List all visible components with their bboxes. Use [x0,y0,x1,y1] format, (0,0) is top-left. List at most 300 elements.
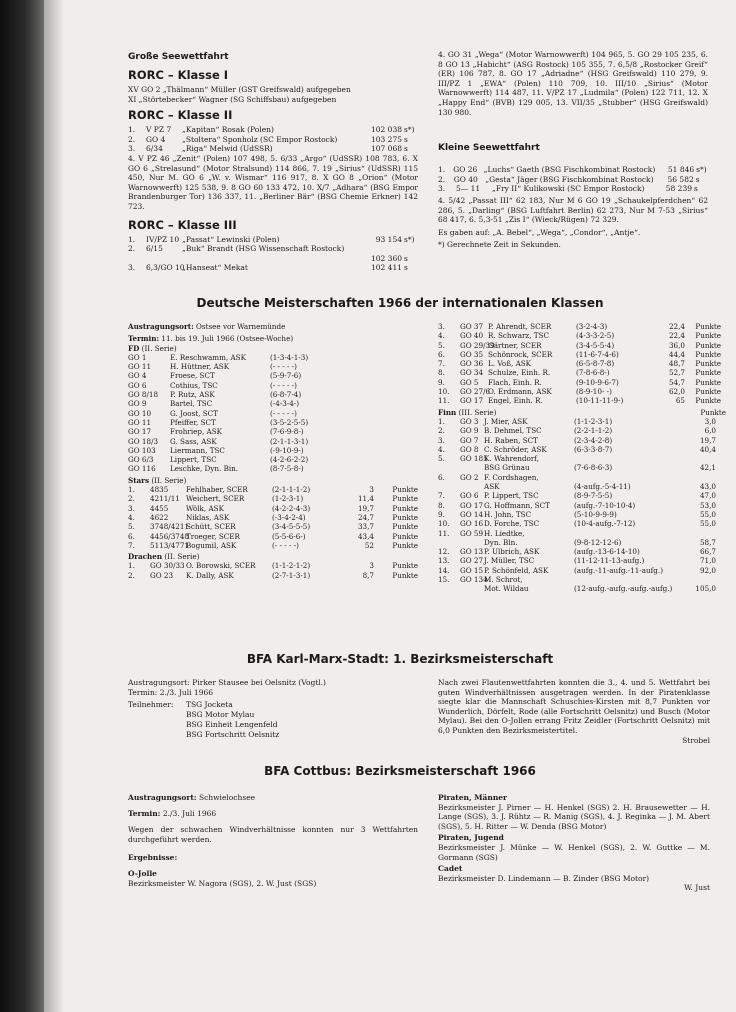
rank: 11. [438,528,450,538]
sail-number: GO 15 [460,565,484,575]
sail-number: GO 17 [460,396,484,406]
cottbus-ojolle-text: Bezirksmeister W. Nagora (SGS), 2. W. Just (SGS) [128,879,317,888]
seewett-right-paragraph: 4. GO 31 „Wega“ (Motor Warnowwerft) 104 965, 5. GO 29 105 235, 6. 8 GO 13 „Habicht“ (ASG Rostock) 105 355, 7. 6,5/8 „Rostocker Greif“ (ER) 106 787, 8. GO 17 „Adriadne“ (HSG Greifswald) 110 279, 9. III/PZ 1 „EWA“ (Polen) 110 709, 10. III/10 „Sirius“ (Motor Warnowwerft) 114 487, 11. V/PZ 17 „Ludmila“ (Polen) 122 711, 12. X „Happy End“ (BVB) 129 005, 13. VII/35 „Stubber“ (HSG Greifswald) 130 980. [438,50,708,117]
sailor-name: BSG Grünau [484,463,530,473]
points-unit: Punkte [392,570,418,580]
sail-number: GO 14 [460,509,484,519]
dm-title: Deutsche Meisterschaften 1966 der internationalen Klassen [196,296,604,310]
race-placings: (2-2-1-1-2) [574,426,613,436]
sail-number: GO 5 [460,377,479,387]
rank: 4. [438,331,445,341]
race-placings: (12-aufg.-aufg.-aufg.-aufg.) [574,584,673,594]
cottbus-ort: Schwielochsee [198,793,256,802]
cottbus-cadet: Cadet [438,864,463,874]
rank: 9. [438,509,445,519]
sailor-name: Leschke, Dyn. Bin. [170,464,239,474]
finn-table [438,417,726,594]
result-value: 102 360 [370,253,402,263]
race-placings: (8-9-10- -) [576,387,612,397]
result-unit: s [695,174,700,184]
sail-number: GO 9 [128,399,147,409]
rank: 10. [438,519,450,529]
sail-number: GO 18/3 [128,436,159,446]
boat-entry [182,254,356,264]
fd-serie: (II. Serie) [141,343,177,353]
table-row [438,556,726,565]
race-placings: (3-2-4-3) [576,322,608,331]
sailor-name: H. Raben, SCT [484,435,538,445]
sailor-name: Gärtner, SCER [488,340,542,350]
sail-number: GO 116 [128,464,156,474]
sailor-name: Fehlhaber, SCER [186,485,248,495]
sailor-name: Cothius, TSC [170,380,218,390]
race-placings: (6-3-3-8-7) [574,444,613,454]
points-unit: Punkte [392,531,418,541]
sail-number: GO 26 [453,165,478,175]
points-value: 3 [369,561,374,571]
sail-number: GO 134 [460,575,488,585]
race-placings [574,575,686,584]
rank: 7. [438,359,445,369]
sail-number: GO 6 [460,491,479,501]
fd-heading: FD [128,343,140,353]
table-row [438,566,726,575]
table-row [128,541,424,550]
sailor-name: Weichert, SCER [186,494,245,504]
sailor-name: P. Ahrendt, SCER [488,322,552,331]
points-unit: Punkte [695,349,721,359]
table-row [438,165,708,175]
rank [438,482,460,491]
sailor-name: Liermann, TSC [170,445,225,455]
sail-number: GO 13 [460,547,484,557]
sail-number: 5— 11 [456,184,481,194]
table-row [438,331,726,340]
table-row [438,547,726,556]
table-row [128,125,418,135]
sail-number: GO 40 [453,174,478,184]
race-placings: (7-6-9-8-) [270,427,304,437]
kleine-note: *) Gerechnete Zeit in Sekunden. [438,240,561,250]
sailor-name: Schulze, Einh. R. [488,368,551,378]
race-placings: (1-2-3-1) [272,494,304,504]
sailor-name: O. Borowski, SCER [186,561,256,571]
table-row [438,538,726,547]
result-value: 56 582 [667,174,694,184]
sailor-name: Dyn. Bln. [484,537,518,547]
points-value: 53,0 [699,500,716,510]
sail-number [460,463,484,472]
sail-number: GO 37 [460,322,484,331]
points-unit: Punkte [695,322,721,331]
result-unit: s [404,134,408,144]
table-row [128,446,424,455]
row-number: 3. [128,263,136,273]
points-unit: Punkte [392,512,418,522]
points-unit: Punkte [392,485,418,495]
points-value: 71,0 [699,556,716,566]
sail-number: 3748/4211 [150,522,190,532]
sail-number: GO 16 [460,519,484,529]
stars-heading: Stars [128,475,150,485]
kms-sign: Strobel [682,735,710,745]
table-row [128,353,424,362]
rank: 5. [438,340,445,350]
kms-termin: Termin: 2./3. Juli 1966 [128,688,214,697]
fd-left-table [128,353,424,474]
cottbus-pm-text: Bezirksmeister J. Pirner — H. Henkel (SGS) 2. H. Brausewetter — H. Lange (SGS), 3. J. Rühtz — R. Manig (SGS), 4. J. Reginka — J. M. Abert (SGS), 5. H. Ritter — W. Denda (BSG Motor) [438,802,710,831]
table-row [438,378,726,387]
sailor-name: Bartel, TSC [170,399,213,409]
sailor-name: G. Sass, ASK [170,436,217,446]
table-row [438,184,708,194]
result-unit: s [694,184,698,194]
sailor-name: P. Lippert, TSC [484,491,539,501]
race-placings: (-3-4-2-4) [272,512,306,522]
finn-heading: Finn [438,407,457,417]
sail-number: GO 34 [460,368,484,378]
points-value: 65 [675,396,685,406]
rank: 14. [438,565,450,575]
points-unit: Punkte [695,340,721,350]
sail-number: GO 30/33 [150,561,185,571]
points-unit: Punkte [695,387,721,397]
table-row [438,473,726,482]
sail-number: GO 59 [460,528,484,538]
points-value: 11,4 [357,494,374,504]
sail-number: GO 17 [460,500,484,510]
race-placings: (6-5-8-7-8) [576,359,615,369]
table-row [128,371,424,380]
rank: 7. [128,540,135,550]
points-value: 36,0 [668,340,685,350]
cottbus-ojolle: O-Jolle [128,869,157,878]
row-number: 3. [438,184,446,194]
cottbus-termin: 2./3. Juli 1966 [162,809,217,818]
race-placings: (7-6-8-6-3) [574,463,613,473]
sailor-name: G. Hoffmann, SCT [484,500,550,510]
cottbus-pj: Piraten, Jugend [438,833,504,843]
rank: 15. [438,575,450,585]
row-number: 2. [128,134,136,144]
rank: 8. [438,368,445,378]
table-row [128,571,424,580]
race-placings: (6-8-7-4) [270,390,302,400]
boat-entry: „Fry II“ Kulikowski (SC Empor Rostock) [492,184,645,194]
points-value: 66,7 [699,547,716,557]
table-row [128,263,418,273]
rank: 1. [438,416,445,426]
points-value: 55,0 [699,519,716,529]
kms-left [128,678,418,740]
points-value: 6,0 [704,426,716,436]
points-value: 43,0 [699,482,716,492]
points-unit: Punkte [392,540,418,550]
race-placings: (9-8-12-12-6) [574,537,622,547]
table-row [438,519,726,528]
points-value: 105,0 [695,584,716,594]
cottbus-left [128,793,418,889]
boat-entry: „Kapitan“ Rosak (Polen) [182,125,274,135]
boat-entry: „Gesta“ Jäger (BSG Fischkombinat Rostock) [485,174,654,184]
result-unit: s [404,253,408,263]
race-placings: (2-3-4-2-8) [574,435,613,445]
result-unit [402,244,418,254]
sail-number [460,482,484,491]
result-value: 51 846 [667,165,695,175]
sail-number: GO 23 [150,570,174,580]
race-placings: (- - - - -) [270,380,297,390]
points-value: 3,0 [704,416,716,426]
sailor-name: J. Müller, TSC [484,556,535,566]
rank: 12. [438,547,450,557]
sailor-name: L. Voß, ASK [488,359,532,369]
rank: 2. [128,570,135,580]
result-value: 103 275 [370,134,402,144]
table-row [438,510,726,519]
sailor-name: Pfeiffer, SCT [170,417,216,427]
sail-number: 6/15 [146,244,163,254]
points-value: 44,4 [668,349,685,359]
sail-number: 4835 [150,485,169,495]
points-unit: Punkte [695,331,721,341]
table-row [438,396,726,405]
row-number: 3. [128,144,136,154]
result-unit: s [404,144,408,154]
sail-number: 6,3/GO 10 [146,263,185,273]
kms-teilnehmer: BSG Einheit Lengenfeld [186,720,278,729]
race-placings [574,473,686,482]
klasse1-title: RORC – Klasse I [128,68,229,82]
sailor-name: Lippert, TSC [170,455,217,465]
drachen-table [128,561,424,580]
sailor-name: H. Liedtke, [484,528,525,538]
table-row [438,529,726,538]
points-unit: Punkte [392,561,418,571]
sail-number: 6/34 [146,144,163,154]
points-value: 62,0 [668,387,685,397]
dm-ort-label: Austragungsort: [128,322,194,331]
table-row [128,532,424,541]
rank: 3. [438,435,445,445]
points-value: 22,4 [668,331,685,341]
rank: 7. [438,491,445,501]
stars-table [128,485,424,550]
dm-termin: 11. bis 19. Juli 1966 (Ostsee-Woche) [161,334,294,344]
sailor-name: H. John, TSC [484,509,532,519]
sailor-name: Wölk, ASK [186,503,224,513]
sailor-name: Frohriep, ASK [170,427,223,437]
points-value [686,575,716,584]
boat-entry: „Passat“ Lewinski (Polen) [182,234,280,244]
table-row [128,504,424,513]
sail-number: 4211/11 [150,494,180,504]
race-placings: (- - - - -) [272,540,299,550]
klasse2-paragraph: 4. V PZ 46 „Zenit“ (Polen) 107 498, 5. 6/33 „Argo“ (UdSSR) 108 783, 6. X GO 6 „Strelasund“ (Motor Stralsund) 114 866, 7. 19 „Sirius“ (UdSSR) 115 450, Nur M. GO 6 „W. v. Wismar“ 116 917, 8. X GO 8 „Orion“ (Motor Warnowwerft) 125 538, 9. 8 GO 60 133 472, 10. X/7 „Adhara“ (BSG Empor Brandenburger Tor) 136 337, 11. „Berliner Bär“ (BSG Chemie Erkner) 142 723. [128,153,418,211]
klasse1-line: XI „Störtebecker“ Wagner (SG Schiffsbau) aufgegeben [128,94,337,104]
table-row [128,362,424,371]
race-placings: (7-8-6-8-) [576,368,610,378]
race-placings: (1-3-4-1-3) [270,352,309,362]
table-row [128,409,424,418]
boat-entry: „Luchs“ Gaeth (BSG Fischkombinat Rostock) [483,165,656,175]
points-value [686,473,716,482]
table-row [438,584,726,593]
sail-number [146,254,182,264]
rank: 1. [128,561,135,571]
table-row [128,522,424,531]
race-placings [574,454,686,463]
sail-number: GO 17 [128,427,152,437]
sail-number: GO 36 [460,359,484,369]
table-row [128,513,424,522]
kms-ort: Austragungsort: Pirker Stausee bei Oelsnitz (Vogtl.) [128,678,326,687]
sailor-name: G. Joost, SCT [170,408,218,418]
race-placings: (5-9-7-6) [270,371,302,381]
points-unit: Punkte [695,359,721,369]
kms-right-text: Nach zwei Flautenwettfahrten konnten die 3., 4. und 5. Wettfahrt bei guten Windverhältnissen ausgetragen werden. In der Piratenklasse siegte klar die Mannschaft Schuschies-Kirsten mit 8,7 Punkten vor Wunderlich, Dörfelt, Rode (alle Fortschritt Oelsnitz) und Busch (Motor Mylau). Bei den O-Jollen errang Fritz Zeidler (Fortschritt Oelsnitz) mit 6,0 Punkten den Bezirksmeistertitel. [438,678,710,735]
result-unit: s*) [696,165,707,175]
sailor-name: H. Hüttner, ASK [170,362,230,372]
klasse1-line: XV GO 2 „Thälmann“ Müller (GST Greifswald) aufgegeben [128,85,351,94]
boat-entry: „Riga“ Melwid (UdSSR) [182,144,273,154]
sailor-name: Engel, Einh. R. [488,396,543,406]
sail-number: GO 8/18 [128,390,159,400]
cottbus-ergebnisse: Ergebnisse: [128,853,178,862]
result-value: 107 068 [370,144,402,154]
sailor-name: M. Schrot, [484,575,523,585]
sail-number: GO 11 [128,417,152,427]
race-placings: (- - - - -) [270,362,297,372]
sail-number: GO 103 [128,445,156,455]
klasse2-table [128,125,418,154]
cottbus-pm: Piraten, Männer [438,793,508,802]
kms-right [438,678,710,745]
boat-entry: „Stoltera“ Sponholz (SC Empor Rostock) [182,134,338,144]
table-row [128,464,424,473]
table-row [438,445,726,454]
table-row [438,359,726,368]
table-row [128,390,424,399]
table-row [438,491,726,500]
result-value: 102 411 [370,263,402,273]
sailor-name: Flach, Einh. R. [488,377,542,387]
sail-number: GO 8 [460,444,479,454]
table-row [128,235,418,245]
seewett-heading: Große Seewettfahrt [128,52,229,62]
finn-serie: (III. Serie) [458,407,497,417]
boat-entry: „Buk“ Brandt (HSG Wissenschaft Rostock) [182,244,345,254]
table-row [128,485,424,494]
rank: 3. [438,322,445,331]
race-placings: (aufg.-11-aufg.-11-aufg.) [574,565,663,575]
cottbus-termin-label: Termin: [128,809,161,818]
finn-punkte-header: Punkte [700,407,726,417]
points-unit: Punkte [392,494,418,504]
sailor-name: Schönrock, SCER [488,349,553,359]
sail-number: GO 40 [460,331,484,341]
race-placings: (-9-10-9-) [270,445,304,455]
result-value [356,244,402,254]
result-unit: s [404,263,408,273]
race-placings: (11-12-11-13-aufg.) [574,556,645,566]
sail-number: GO 7 [460,435,479,445]
table-row [438,454,726,463]
cottbus-ort-label: Austragungsort: [128,793,197,802]
race-placings: (4-2-2-4-3) [272,503,311,513]
result-unit: s*) [404,234,415,244]
kleine-heading: Kleine Seewettfahrt [438,143,540,154]
rank: 4. [438,444,445,454]
table-row [128,135,418,145]
rank: 4. [128,512,135,522]
rank [438,584,460,593]
sailor-name: B. Dehmel, TSC [484,426,542,436]
sailor-name: Froese, SCT [170,371,215,381]
result-unit: s*) [404,125,415,135]
sail-number: GO 4 [146,134,166,144]
sail-number: IV/PZ 10 [146,234,180,244]
race-placings: (10-11-11-9-) [576,396,624,406]
rank: 6. [128,531,135,541]
sail-number: GO 10 [128,408,152,418]
sailor-name: F. Cordshagen, [484,472,539,482]
race-placings: (- - - - -) [270,408,297,418]
table-row [438,575,726,584]
race-placings: (9-10-9-6-7) [576,377,619,387]
dm-termin-label: Termin: [128,334,160,344]
table-row [438,350,726,359]
race-placings: (4-3-3-2-5) [576,331,615,341]
sail-number: GO 1 [128,352,147,362]
rank: 8. [438,500,445,510]
race-placings: (2-1-1-3-1) [270,436,309,446]
table-row [438,341,726,350]
drachen-serie: (II. Serie) [164,552,200,562]
row-number: 1. [128,125,136,135]
sail-number: GO 6 [128,380,147,390]
row-number: 2. [438,174,446,184]
dm-right [438,322,726,594]
sailor-name: Niklas, ASK [186,512,230,522]
rank: 6. [438,349,445,359]
rank: 9. [438,377,445,387]
table-row [438,417,726,426]
row-number [128,254,146,264]
rank [438,463,460,472]
rank: 2. [438,426,445,436]
rank: 6. [438,472,445,482]
klasse3-title: RORC – Klasse III [128,217,237,232]
race-placings: (8-9-7-5-5) [574,491,613,501]
race-placings: (aufg.-7-10-10-4) [574,500,636,510]
rank: 3. [128,503,135,513]
book-spine [0,0,44,1012]
points-value: 43,4 [357,531,374,541]
sailor-name: O. Erdmann, ASK [488,387,552,397]
sailor-name: E. Reschwamm, ASK [170,352,246,362]
klasse2-title: RORC – Klasse II [128,108,233,123]
sailor-name: Bogumil, ASK [186,540,237,550]
kms-teiln-label: Teilnehmer: [128,700,174,709]
points-value: 92,0 [699,565,716,575]
table-row [438,175,708,185]
race-placings: (10-4-aufg.-7-12) [574,519,636,529]
stars-serie: (II. Serie) [151,475,187,485]
points-value: 19,7 [699,435,716,445]
points-value: 3 [369,485,374,495]
points-value: 40,4 [699,444,716,454]
